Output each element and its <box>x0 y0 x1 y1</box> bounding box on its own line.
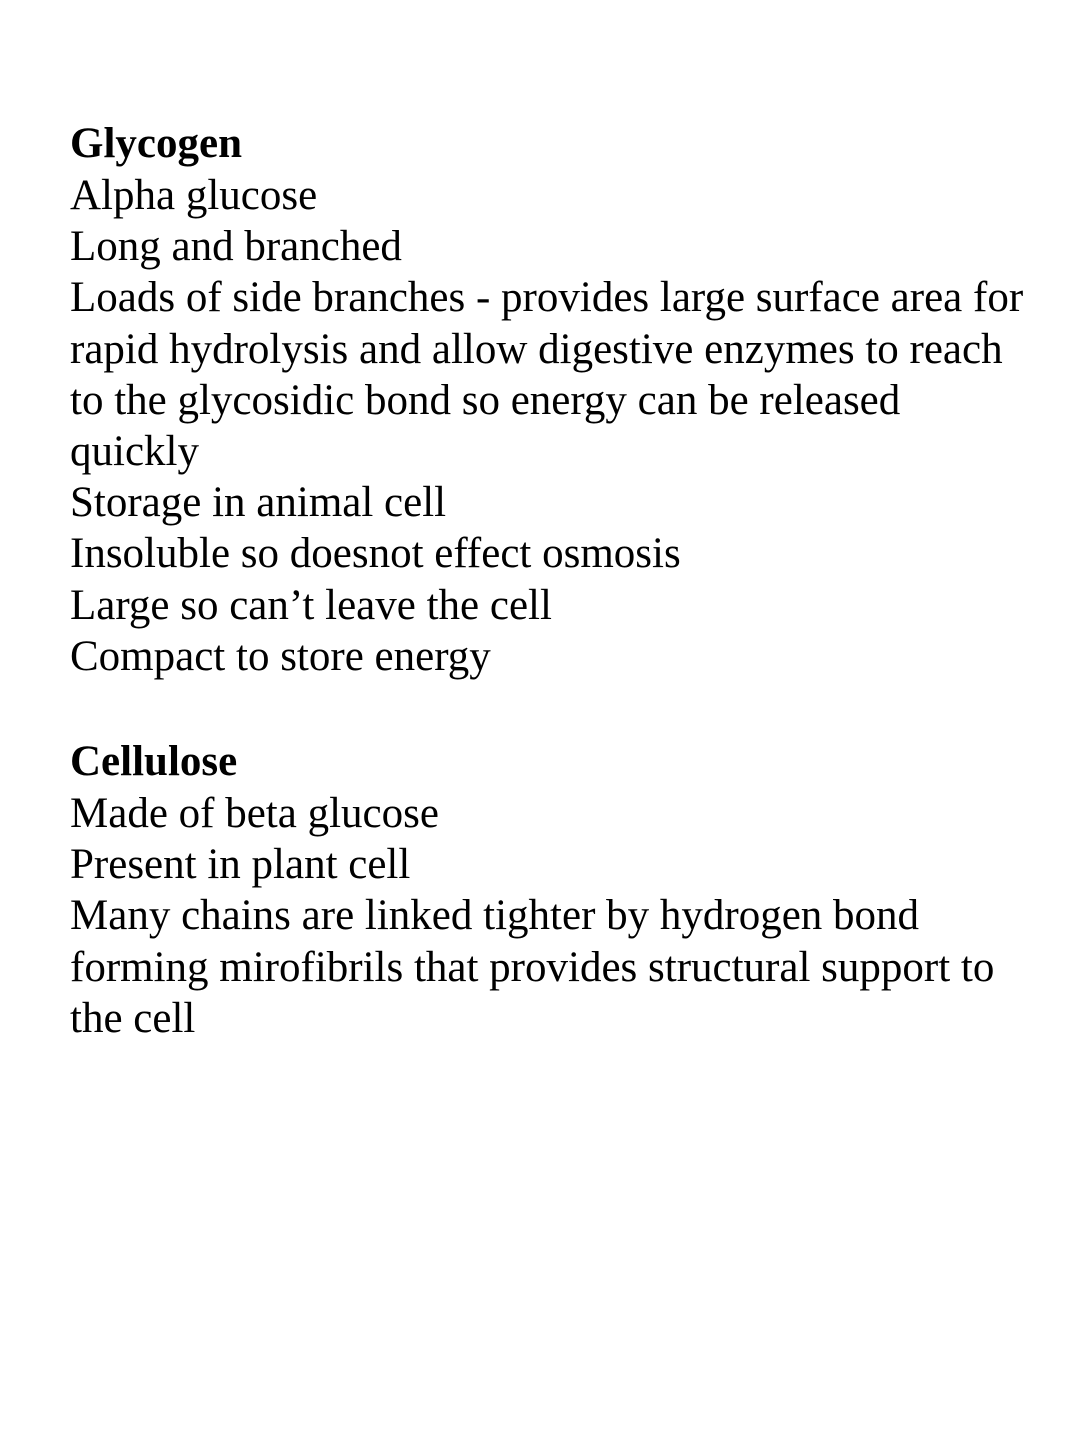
glycogen-line-alpha-glucose: Alpha glucose <box>70 172 318 219</box>
glycogen-line-side-branches: Loads of side branches - provides large surface area for rapid hydrolysis and allow digestive enzymes to reach to the glycosidic bond so energy can be released quickly <box>70 274 1024 476</box>
glycogen-heading: Glycogen <box>70 120 242 167</box>
glycogen-line-insoluble: Insoluble so doesnot effect osmosis <box>70 530 681 578</box>
cellulose-line-chains: Many chains are linked tighter by hydrogen bond forming mirofibrils that provides structural support to the cell <box>70 892 995 1042</box>
glycogen-line-long-branched: Long and branched <box>70 223 402 271</box>
glycogen-line-large: Large so can’t leave the cell <box>70 581 552 629</box>
cellulose-line-plant-cell: Present in plant cell <box>70 841 411 889</box>
glycogen-line-compact: Compact to store energy <box>70 632 491 680</box>
glycogen-line-storage: Storage in animal cell <box>70 479 447 527</box>
cellulose-section <box>70 736 1050 1044</box>
glycogen-section <box>70 118 1050 682</box>
cellulose-line-beta-glucose: Made of beta glucose <box>70 790 439 837</box>
cellulose-heading: Cellulose <box>70 738 238 785</box>
